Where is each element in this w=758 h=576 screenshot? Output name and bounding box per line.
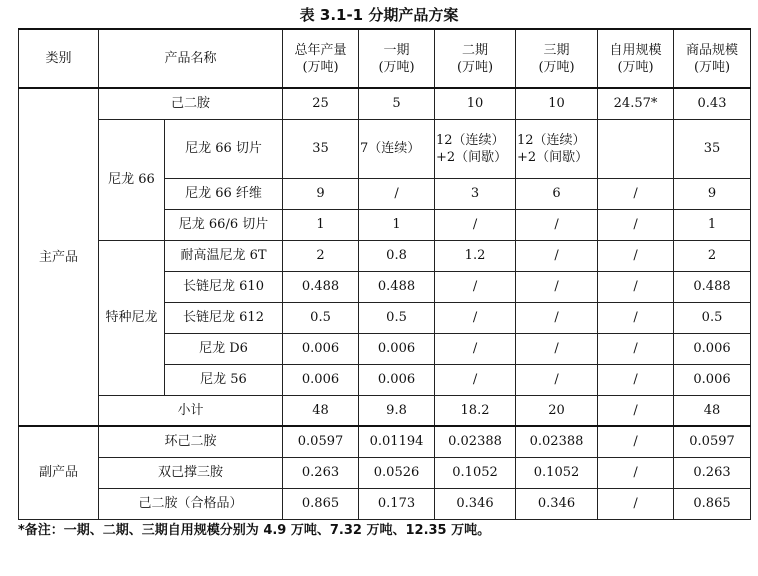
table-row — [19, 119, 751, 178]
group-nylon66: 尼龙 66 — [99, 119, 165, 240]
cell-self-use: / — [598, 333, 674, 364]
cell-phase3: / — [516, 209, 598, 240]
table-row — [19, 88, 751, 119]
cell-phase2: 0.346 — [435, 488, 516, 519]
cell-phase2: / — [435, 302, 516, 333]
cell-name: 尼龙 66 切片 — [165, 119, 283, 178]
product-plan-table — [18, 28, 751, 520]
header-category: 类别 — [19, 29, 99, 88]
cell-name: 环己二胺 — [99, 426, 283, 457]
cell-phase1: 0.8 — [359, 240, 435, 271]
cell-phase3: 0.1052 — [516, 457, 598, 488]
cell-total: 48 — [283, 395, 359, 426]
cell-phase1: 0.01194 — [359, 426, 435, 457]
cell-phase2: / — [435, 364, 516, 395]
cell-phase1: 5 — [359, 88, 435, 119]
cell-phase1: 0.5 — [359, 302, 435, 333]
cell-self-use: / — [598, 457, 674, 488]
cell-self-use: / — [598, 302, 674, 333]
cell-phase3: / — [516, 240, 598, 271]
cell-self-use: / — [598, 178, 674, 209]
group-special-nylon: 特种尼龙 — [99, 240, 165, 395]
cell-total: 0.006 — [283, 364, 359, 395]
cell-phase1: 0.006 — [359, 364, 435, 395]
cell-phase2: / — [435, 209, 516, 240]
header-product-name: 产品名称 — [99, 29, 283, 88]
cell-total: 0.263 — [283, 457, 359, 488]
cell-self-use: 24.57* — [598, 88, 674, 119]
cell-phase3: 0.346 — [516, 488, 598, 519]
cell-total: 0.5 — [283, 302, 359, 333]
cell-name: 双己撑三胺 — [99, 457, 283, 488]
table-title: 表 3.1-1 分期产品方案 — [299, 6, 459, 24]
group-main-products: 主产品 — [19, 88, 99, 426]
cell-self-use: / — [598, 209, 674, 240]
cell-total: 0.865 — [283, 488, 359, 519]
cell-phase1: 0.488 — [359, 271, 435, 302]
cell-commodity: 0.263 — [674, 457, 751, 488]
cell-commodity: 0.5 — [674, 302, 751, 333]
cell-phase2: / — [435, 333, 516, 364]
cell-phase1: 9.8 — [359, 395, 435, 426]
cell-phase1: 0.0526 — [359, 457, 435, 488]
table-row — [19, 488, 751, 519]
cell-commodity: 0.43 — [674, 88, 751, 119]
cell-phase2: 12（连续） +2（间歇） — [435, 119, 516, 178]
subtotal-row — [19, 395, 751, 426]
cell-name: 长链尼龙 610 — [165, 271, 283, 302]
cell-phase3: 12（连续） +2（间歇） — [516, 119, 598, 178]
cell-phase3: / — [516, 364, 598, 395]
header-total-capacity: 总年产量 (万吨) — [283, 29, 359, 88]
header-self-use: 自用规模 (万吨) — [598, 29, 674, 88]
header-phase3: 三期 (万吨) — [516, 29, 598, 88]
cell-phase3: 0.02388 — [516, 426, 598, 457]
cell-commodity: 35 — [674, 119, 751, 178]
cell-name: 尼龙 66 纤维 — [165, 178, 283, 209]
cell-commodity: 0.006 — [674, 333, 751, 364]
cell-name: 己二胺（合格品） — [99, 488, 283, 519]
cell-phase2: 1.2 — [435, 240, 516, 271]
cell-total: 0.488 — [283, 271, 359, 302]
cell-phase1: 1 — [359, 209, 435, 240]
cell-phase3: / — [516, 333, 598, 364]
cell-commodity: 0.006 — [674, 364, 751, 395]
cell-self-use: / — [598, 426, 674, 457]
cell-phase2: 0.1052 — [435, 457, 516, 488]
group-by-products: 副产品 — [19, 426, 99, 519]
header-row — [19, 29, 751, 88]
cell-commodity: 2 — [674, 240, 751, 271]
cell-self-use: / — [598, 364, 674, 395]
cell-total: 0.006 — [283, 333, 359, 364]
cell-phase2: 10 — [435, 88, 516, 119]
header-phase1: 一期 (万吨) — [359, 29, 435, 88]
table-row — [19, 426, 751, 457]
header-phase2: 二期 (万吨) — [435, 29, 516, 88]
cell-name: 耐高温尼龙 6T — [165, 240, 283, 271]
cell-phase2: 3 — [435, 178, 516, 209]
cell-commodity: 0.488 — [674, 271, 751, 302]
cell-self-use: / — [598, 240, 674, 271]
cell-total: 9 — [283, 178, 359, 209]
cell-total: 0.0597 — [283, 426, 359, 457]
table-row — [19, 457, 751, 488]
cell-name: 己二胺 — [99, 88, 283, 119]
cell-name: 尼龙 D6 — [165, 333, 283, 364]
cell-name: 尼龙 56 — [165, 364, 283, 395]
cell-total: 25 — [283, 88, 359, 119]
header-commodity: 商品规模 (万吨) — [674, 29, 751, 88]
cell-total: 1 — [283, 209, 359, 240]
cell-commodity: 48 — [674, 395, 751, 426]
cell-self-use: / — [598, 395, 674, 426]
cell-total: 2 — [283, 240, 359, 271]
cell-total: 35 — [283, 119, 359, 178]
cell-phase1: 0.173 — [359, 488, 435, 519]
table-row — [19, 240, 751, 271]
cell-phase2: 0.02388 — [435, 426, 516, 457]
footnote: *备注：一期、二期、三期自用规模分别为 4.9 万吨、7.32 万吨、12.35 万吨。 — [18, 523, 491, 538]
cell-commodity: 0.0597 — [674, 426, 751, 457]
cell-self-use: / — [598, 488, 674, 519]
cell-phase3: 6 — [516, 178, 598, 209]
cell-phase1: / — [359, 178, 435, 209]
cell-commodity: 1 — [674, 209, 751, 240]
cell-phase1: 7（连续） — [359, 119, 435, 178]
cell-commodity: 9 — [674, 178, 751, 209]
cell-phase2: 18.2 — [435, 395, 516, 426]
cell-self-use — [598, 119, 674, 178]
cell-phase2: / — [435, 271, 516, 302]
cell-name: 长链尼龙 612 — [165, 302, 283, 333]
cell-phase3: 10 — [516, 88, 598, 119]
cell-commodity: 0.865 — [674, 488, 751, 519]
cell-name: 小计 — [99, 395, 283, 426]
cell-phase3: 20 — [516, 395, 598, 426]
cell-name: 尼龙 66/6 切片 — [165, 209, 283, 240]
cell-self-use: / — [598, 271, 674, 302]
cell-phase3: / — [516, 302, 598, 333]
cell-phase3: / — [516, 271, 598, 302]
cell-phase1: 0.006 — [359, 333, 435, 364]
